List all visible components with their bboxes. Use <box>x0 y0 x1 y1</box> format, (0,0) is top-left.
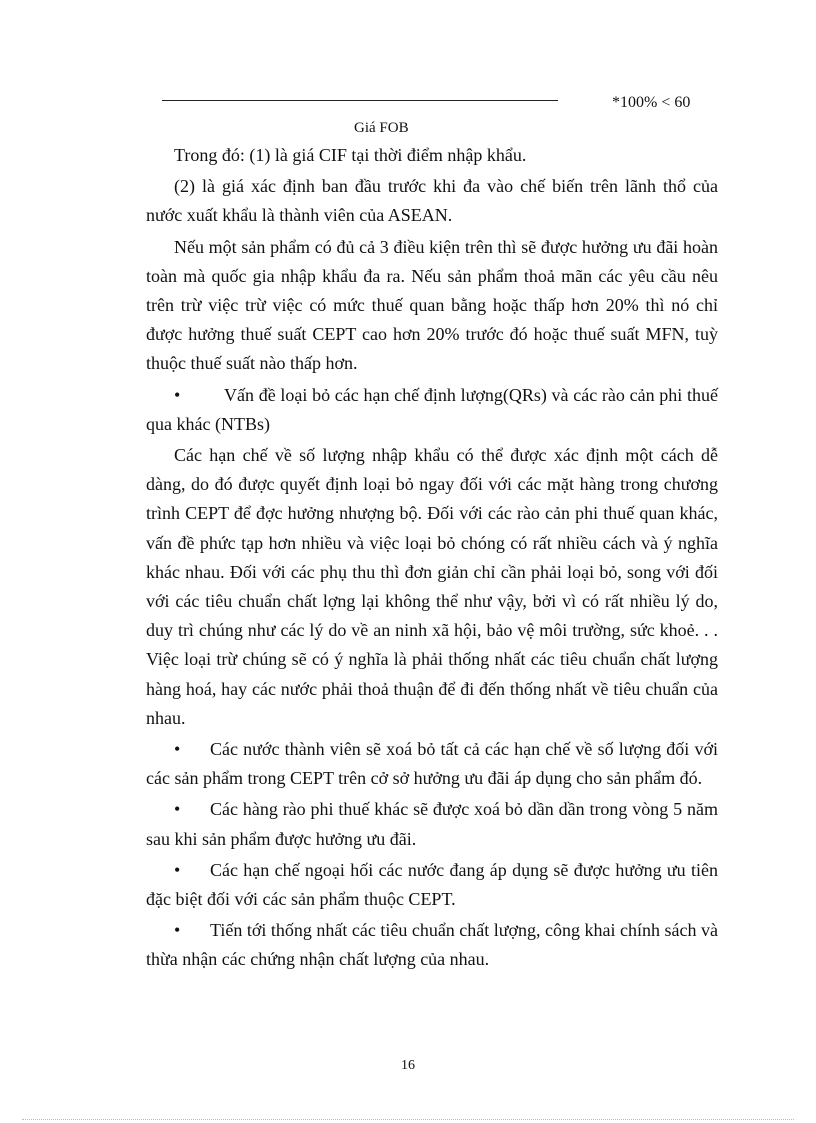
bullet-icon: • <box>174 739 181 760</box>
bullet-icon: • <box>174 384 181 405</box>
bullet-paragraph: • Vấn đề loại bỏ các hạn chế định lượng(QRs) và các rào cản phi thuế qua khác (NTBs) <box>146 381 718 439</box>
bullet-icon: • <box>174 799 181 820</box>
fraction-line <box>162 100 558 101</box>
page-number: 16 <box>401 1058 415 1073</box>
paragraph: Trong đó: (1) là giá CIF tại thời điểm nhập khẩu. <box>174 145 527 165</box>
bullet-icon: • <box>174 859 181 880</box>
bullet-icon: • <box>174 920 181 941</box>
fraction-denominator: Giá FOB <box>354 120 409 136</box>
page-bottom-divider <box>22 1119 794 1120</box>
paragraph: Nếu một sản phẩm có đủ cả 3 điều kiện trên thì sẽ được hưởng ưu đãi hoàn toàn mà quốc gia nhập khẩu đa ra. Nếu sản phẩm thoả mãn các yêu cầu nêu trên trừ việc trừ việc có mức thuế quan bằng hoặc thấp hơn 20% thì nó chỉ được hưởng thuế suất CEPT cao hơn 20% trước đó hoặc thuế suất MFN, tuỳ thuộc thuế suất nào thấp hơn. <box>146 236 718 374</box>
fraction-multiplier: *100% < 60 <box>612 94 691 111</box>
body-text <box>146 141 718 977</box>
bullet-paragraph: • Các nước thành viên sẽ xoá bỏ tất cả các hạn chế về số lượng đối với các sản phẩm trong CEPT trên cở sở hưởng ưu đãi áp dụng cho sản phẩm đó. <box>146 735 718 793</box>
bullet-paragraph: • Các hạn chế ngoại hối các nước đang áp dụng sẽ được hưởng ưu tiên đặc biệt đối với các sản phẩm thuộc CEPT. <box>146 856 718 914</box>
bullet-paragraph: • Tiến tới thống nhất các tiêu chuẩn chất lượng, công khai chính sách và thừa nhận các chứng nhận chất lượng của nhau. <box>146 916 718 974</box>
paragraph: (2) là giá xác định ban đầu trước khi đa vào chế biến trên lãnh thổ của nước xuất khẩu là thành viên của ASEAN. <box>146 176 718 226</box>
paragraph: Các hạn chế về số lượng nhập khẩu có thể được xác định một cách dễ dàng, do đó được quyết định loại bỏ ngay đối với các mặt hàng trong chương trình CEPT để đợc hưởng nhượng bộ. Đối với các rào cản phi thuế quan khác, vấn đề phức tạp hơn nhiều và việc loại bỏ chóng có rất nhiều cách và ý nghĩa khác nhau. Đối với các phụ thu thì đơn giản chỉ cần phải loại bỏ, song với đối với các tiêu chuẩn chất lợng lại không thể như vậy, bởi vì có rất nhiều lý do, duy trì chúng như các lý do về an ninh xã hội, bảo vệ môi trường, sức khoẻ. . . Việc loại trừ chúng sẽ có ý nghĩa là phải thống nhất các tiêu chuẩn chất lượng hàng hoá, hay các nước phải thoả thuận để đi đến thống nhất về tiêu chuẩn của nhau. <box>146 445 718 728</box>
bullet-paragraph: • Các hàng rào phi thuế khác sẽ được xoá bỏ dần dần trong vòng 5 năm sau khi sản phẩm được hưởng ưu đãi. <box>146 795 718 853</box>
